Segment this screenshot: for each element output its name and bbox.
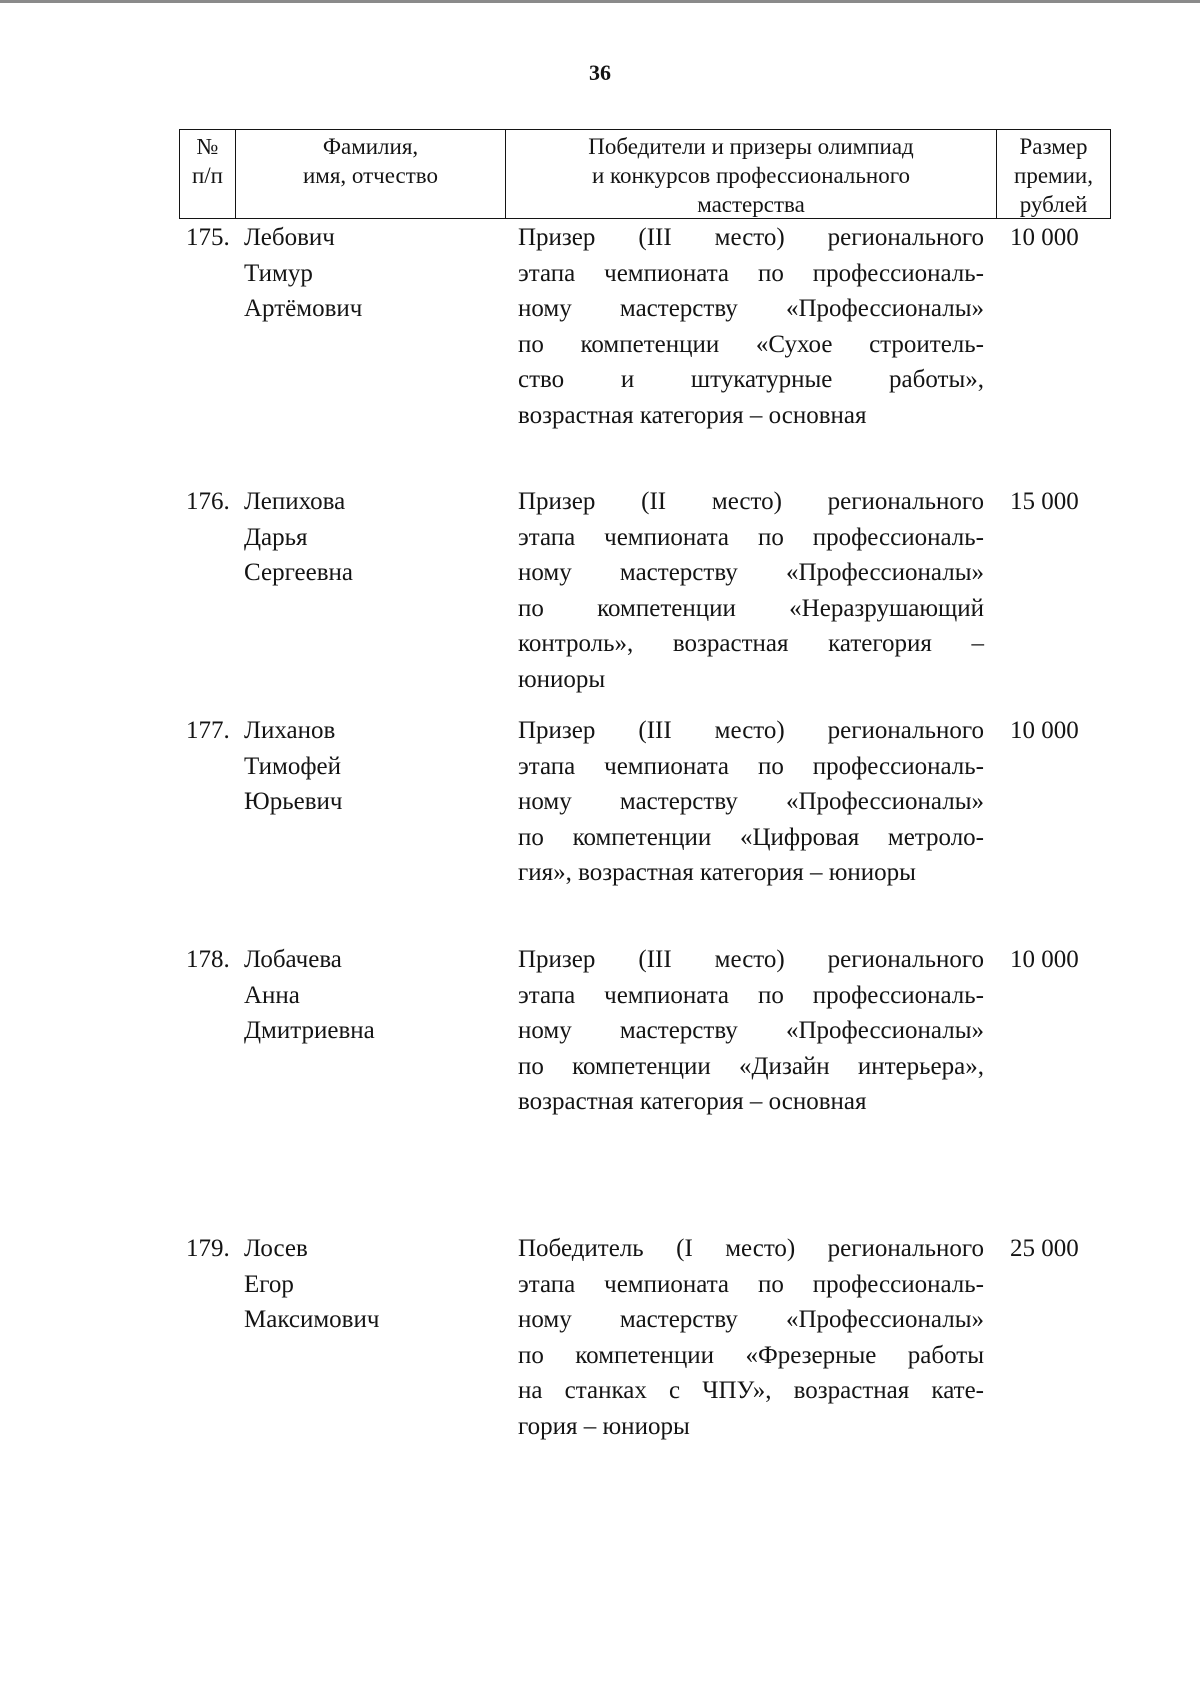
row-number: 179. [186, 1235, 230, 1262]
achievement-description [518, 220, 984, 433]
prize-amount: 10 000 [1010, 717, 1079, 744]
description-line: Призер (II место) регионального [518, 488, 984, 515]
description-line: возрастная категория – основная [518, 1088, 867, 1115]
description-line: возрастная категория – основная [518, 401, 867, 429]
description-line: этапа чемпионата по профессиональ- [518, 981, 984, 1009]
description-line: ство и штукатурные работы», [518, 366, 984, 393]
full-name [244, 220, 494, 327]
full-name [244, 942, 494, 1049]
description-line: Победитель (I место) регионального [518, 1235, 984, 1262]
description-line: по компетенции «Дизайн интерьера», [518, 1052, 984, 1080]
description-line: этапа чемпионата по профессиональ- [518, 1270, 984, 1298]
header-text: № [196, 134, 219, 159]
description-line: гия», возрастная категория – юниоры [518, 859, 916, 886]
row-number: 178. [186, 946, 230, 973]
description-line: контроль», возрастная категория – [518, 630, 984, 657]
full-name [244, 484, 494, 591]
top-rule [0, 0, 1200, 3]
description-line: юниоры [518, 665, 606, 693]
row-number: 175. [186, 224, 230, 251]
first-name: Егор [244, 1270, 294, 1298]
surname: Лосев [244, 1235, 308, 1262]
row-number: 176. [186, 488, 230, 515]
description-line: по компетенции «Сухое строитель- [518, 330, 984, 358]
patronymic: Максимович [244, 1306, 380, 1333]
description-line: этапа чемпионата по профессиональ- [518, 752, 984, 780]
description-line: по компетенции «Фрезерные работы [518, 1341, 984, 1369]
header-text: Победители и призеры олимпиад [588, 134, 914, 159]
description-line: по компетенции «Цифровая метроло- [518, 823, 984, 851]
description-line: ному мастерству «Профессионалы» [518, 1017, 984, 1044]
first-name: Анна [244, 981, 300, 1009]
header-achievement-column [506, 130, 997, 218]
header-name-column [236, 130, 506, 218]
surname: Лиханов [244, 717, 336, 744]
surname: Лобачева [244, 946, 342, 973]
header-text: Размер [1019, 134, 1088, 159]
full-name [244, 713, 494, 820]
description-line: этапа чемпионата по профессиональ- [518, 259, 984, 287]
header-text: премии, [1014, 163, 1093, 188]
header-text: Фамилия, [322, 134, 419, 159]
first-name: Тимур [244, 259, 313, 287]
description-line: ному мастерству «Профессионалы» [518, 788, 984, 815]
description-line: Призер (III место) регионального [518, 717, 984, 744]
description-line: ному мастерству «Профессионалы» [518, 1306, 984, 1333]
prize-amount: 10 000 [1010, 224, 1079, 251]
patronymic: Юрьевич [244, 788, 343, 815]
table-header [179, 129, 1111, 219]
first-name: Тимофей [244, 752, 342, 780]
achievement-description [518, 1231, 984, 1444]
header-number-column [180, 130, 236, 218]
first-name: Дарья [244, 523, 308, 551]
description-line: на станках с ЧПУ», возрастная кате- [518, 1377, 984, 1404]
header-text: и конкурсов профессионального [591, 163, 911, 188]
prize-amount: 10 000 [1010, 946, 1079, 973]
description-line: ному мастерству «Профессионалы» [518, 295, 984, 322]
header-text: п/п [191, 163, 223, 188]
achievement-description [518, 942, 984, 1120]
full-name [244, 1231, 494, 1338]
surname: Лебович [244, 224, 335, 251]
patronymic: Артёмович [244, 295, 363, 322]
header-text: имя, отчество [302, 163, 438, 188]
prize-amount: 25 000 [1010, 1235, 1079, 1262]
header-prize-column [997, 130, 1110, 218]
row-number: 177. [186, 717, 230, 744]
prize-amount: 15 000 [1010, 488, 1079, 515]
description-line: этапа чемпионата по профессиональ- [518, 523, 984, 551]
description-line: по компетенции «Неразрушающий [518, 594, 984, 622]
header-text: мастерства [697, 192, 805, 217]
description-line: Призер (III место) регионального [518, 224, 984, 251]
patronymic: Дмитриевна [244, 1017, 375, 1044]
surname: Лепихова [244, 488, 346, 515]
description-line: Призер (III место) регионального [518, 946, 984, 973]
description-line: гория – юниоры [518, 1412, 690, 1440]
achievement-description [518, 713, 984, 891]
description-line: ному мастерству «Профессионалы» [518, 559, 984, 586]
header-text: рублей [1019, 192, 1088, 217]
achievement-description [518, 484, 984, 697]
patronymic: Сергеевна [244, 559, 353, 586]
page-number: 36 [589, 60, 611, 85]
